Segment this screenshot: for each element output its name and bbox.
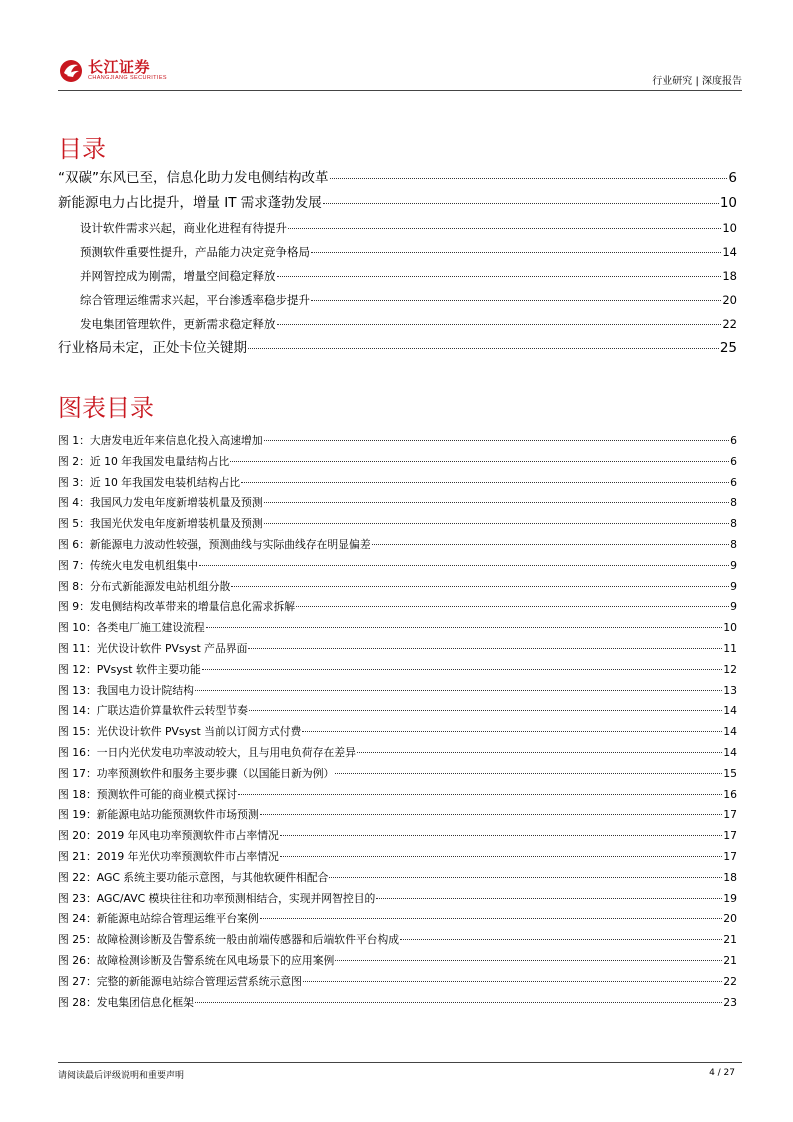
figure-entry-title: 图 8：分布式新能源发电站机组分散 — [58, 579, 231, 593]
logo-flame-icon — [58, 57, 84, 83]
logo-chinese-name: 长江证券 — [88, 57, 151, 76]
figure-entry[interactable] — [58, 805, 737, 826]
toc-entry[interactable] — [58, 312, 737, 336]
figure-entry-title: 图 21：2019 年光伏功率预测软件市占率情况 — [58, 849, 279, 863]
figure-entry-page: 6 — [730, 454, 737, 468]
figure-entry[interactable] — [58, 868, 737, 889]
dot-leader — [195, 690, 722, 691]
figure-entry-title: 图 3：近 10 年我国发电装机结构占比 — [58, 475, 241, 489]
figure-list-title: 图表目录 — [58, 394, 154, 422]
dot-leader — [296, 606, 729, 607]
figure-entry[interactable] — [58, 951, 737, 972]
company-logo — [58, 50, 167, 90]
figure-entry-page: 23 — [723, 995, 737, 1009]
figure-entry-page: 8 — [730, 537, 737, 551]
figure-entry-page: 11 — [723, 641, 737, 655]
figure-entry-title: 图 16：一日内光伏发电功率波动较大，且与用电负荷存在差异 — [58, 745, 356, 759]
dot-leader — [260, 814, 723, 815]
report-category: 行业研究 | 深度报告 — [652, 76, 742, 87]
figure-entry[interactable] — [58, 681, 737, 702]
figure-entry-page: 21 — [723, 933, 737, 947]
figure-entry[interactable] — [58, 785, 737, 806]
figure-entry[interactable] — [58, 701, 737, 722]
figure-entry[interactable] — [58, 722, 737, 743]
toc-entry[interactable] — [58, 288, 737, 312]
toc-entry-page: 22 — [722, 317, 737, 331]
figure-entry-page: 8 — [730, 496, 737, 510]
figure-entry-title: 图 10：各类电厂施工建设流程 — [58, 621, 205, 635]
figure-entry-page: 19 — [723, 891, 737, 905]
figure-entry-title: 图 5：我国光伏发电年度新增装机量及预测 — [58, 517, 263, 531]
toc-entry-title: 行业格局未定，正处卡位关键期 — [58, 340, 247, 356]
figure-entry-page: 9 — [730, 558, 737, 572]
figure-entry-title: 图 13：我国电力设计院结构 — [58, 683, 194, 697]
dot-leader — [249, 710, 722, 711]
dot-leader — [288, 228, 721, 229]
figure-entry[interactable] — [58, 930, 737, 951]
figure-entry-title: 图 25：故障检测诊断及告警系统一般由前端传感器和后端软件平台构成 — [58, 933, 400, 947]
toc-entry[interactable] — [58, 166, 737, 191]
figure-entry[interactable] — [58, 473, 737, 494]
toc-list — [58, 166, 737, 361]
figure-entry-page: 8 — [730, 517, 737, 531]
dot-leader — [264, 502, 729, 503]
figure-entry-page: 17 — [723, 808, 737, 822]
toc-entry[interactable] — [58, 336, 737, 361]
dot-leader — [202, 669, 723, 670]
dot-leader — [311, 252, 721, 253]
figure-entry-title: 图 1：大唐发电近年来信息化投入高速增加 — [58, 434, 263, 447]
figure-entry[interactable] — [58, 493, 737, 514]
figure-entry[interactable] — [58, 909, 737, 930]
toc-entry[interactable] — [58, 264, 737, 288]
dot-leader — [372, 544, 730, 545]
dot-leader — [206, 627, 723, 628]
dot-leader — [264, 440, 729, 441]
figure-entry-page: 12 — [723, 662, 737, 676]
figure-entry-title: 图 28：发电集团信息化框架 — [58, 995, 194, 1009]
dot-leader — [238, 794, 722, 795]
figure-entry-title: 图 15：光伏设计软件 PVsyst 当前以订阅方式付费 — [58, 725, 302, 739]
figure-entry-page: 16 — [723, 787, 737, 801]
dot-leader — [280, 835, 722, 836]
figure-entry-page: 14 — [723, 745, 737, 759]
figure-entry-title: 图 6：新能源电力波动性较强，预测曲线与实际曲线存在明显偏差 — [58, 537, 371, 551]
figure-entry[interactable] — [58, 556, 737, 577]
dot-leader — [260, 918, 723, 919]
figure-entry-page: 6 — [730, 475, 737, 489]
dot-leader — [277, 324, 722, 325]
figure-entry-page: 6 — [730, 434, 737, 447]
toc-entry[interactable] — [58, 216, 737, 240]
dot-leader — [231, 586, 729, 587]
toc-entry-title: 综合管理运维需求兴起，平台渗透率稳步提升 — [80, 293, 310, 307]
figure-entry-page: 9 — [730, 600, 737, 614]
dot-leader — [280, 856, 722, 857]
figure-entry-title: 图 12：PVsyst 软件主要功能 — [58, 662, 201, 676]
dot-leader — [302, 731, 722, 732]
dot-leader — [199, 565, 729, 566]
logo-english-name: CHANGJIANG SECURITIES — [88, 74, 167, 81]
dot-leader — [311, 300, 721, 301]
figure-entry-page: 9 — [730, 579, 737, 593]
dot-leader — [376, 898, 722, 899]
dot-leader — [329, 877, 722, 878]
figure-entry-page: 18 — [723, 870, 737, 884]
figure-entry[interactable] — [58, 889, 737, 910]
figure-entry[interactable] — [58, 972, 737, 993]
page-header — [58, 50, 742, 92]
figure-entry[interactable] — [58, 993, 737, 1014]
toc-entry[interactable] — [58, 191, 737, 216]
footer-divider — [58, 1062, 742, 1063]
figure-entry[interactable] — [58, 431, 737, 452]
figure-entry-title: 图 9：发电侧结构改革带来的增量信息化需求拆解 — [58, 600, 296, 614]
figure-entry-title: 图 24：新能源电站综合管理运维平台案例 — [58, 912, 259, 926]
figure-entry-title: 图 19：新能源电站功能预测软件市场预测 — [58, 808, 259, 822]
toc-entry-page: 25 — [719, 340, 737, 356]
toc-entry[interactable] — [58, 240, 737, 264]
toc-entry-title: 设计软件需求兴起，商业化进程有待提升 — [80, 221, 287, 235]
dot-leader — [241, 482, 729, 483]
figure-entry-title: 图 27：完整的新能源电站综合管理运营系统示意图 — [58, 974, 302, 988]
dot-leader — [323, 203, 719, 204]
figure-entry[interactable] — [58, 639, 737, 660]
toc-entry-page: 14 — [722, 245, 737, 259]
figure-entry-page: 14 — [723, 725, 737, 739]
figure-entry[interactable] — [58, 597, 737, 618]
figure-entry[interactable] — [58, 764, 737, 785]
figure-entry-title: 图 11：光伏设计软件 PVsyst 产品界面 — [58, 641, 248, 655]
dot-leader — [335, 960, 722, 961]
figure-entry-page: 13 — [723, 683, 737, 697]
toc-entry-title: 发电集团管理软件，更新需求稳定释放 — [80, 317, 276, 331]
figure-entry-page: 14 — [723, 704, 737, 718]
figure-entry-title: 图 2：近 10 年我国发电量结构占比 — [58, 454, 230, 468]
figure-entry-title: 图 20：2019 年风电功率预测软件市占率情况 — [58, 829, 279, 843]
dot-leader — [303, 981, 722, 982]
dot-leader — [230, 461, 729, 462]
toc-entry-title: 并网智控成为刚需，增量空间稳定释放 — [80, 269, 276, 283]
toc-entry-page: 10 — [719, 195, 737, 211]
dot-leader — [195, 1002, 722, 1003]
dot-leader — [248, 348, 719, 349]
figure-entry-page: 15 — [723, 766, 737, 780]
figure-entry-title: 图 7：传统火电发电机组集中 — [58, 558, 198, 572]
figure-entry-page: 10 — [723, 621, 737, 635]
dot-leader — [400, 939, 722, 940]
figure-entry-page: 21 — [723, 953, 737, 967]
page-indicator: 4 / 27 — [709, 1068, 735, 1078]
figure-entry-title: 图 18：预测软件可能的商业模式探讨 — [58, 787, 238, 801]
toc-entry-title: 新能源电力占比提升，增量 IT 需求蓬勃发展 — [58, 195, 322, 211]
toc-entry-page: 20 — [722, 293, 737, 307]
figure-list — [58, 431, 737, 1013]
toc-entry-page: 10 — [722, 221, 737, 235]
figure-entry-title: 图 22：AGC 系统主要功能示意图，与其他软硬件相配合 — [58, 870, 329, 884]
figure-entry-title: 图 26：故障检测诊断及告警系统在风电场景下的应用案例 — [58, 953, 335, 967]
figure-entry[interactable] — [58, 847, 737, 868]
figure-entry-page: 17 — [723, 849, 737, 863]
toc-entry-title: 预测软件重要性提升，产品能力决定竞争格局 — [80, 245, 310, 259]
dot-leader — [277, 276, 722, 277]
toc-entry-title: “双碳”东风已至，信息化助力发电侧结构改革 — [58, 170, 329, 186]
figure-entry[interactable] — [58, 514, 737, 535]
disclaimer-note: 请阅读最后评级说明和重要声明 — [58, 1071, 185, 1081]
dot-leader — [335, 773, 722, 774]
figure-entry-title: 图 4：我国风力发电年度新增装机量及预测 — [58, 496, 263, 510]
dot-leader — [330, 178, 728, 179]
figure-entry-page: 20 — [723, 912, 737, 926]
header-divider — [58, 90, 742, 91]
figure-entry[interactable] — [58, 452, 737, 473]
dot-leader — [248, 648, 722, 649]
figure-entry-title: 图 17：功率预测软件和服务主要步骤（以国能日新为例） — [58, 766, 335, 780]
figure-entry-page: 17 — [723, 829, 737, 843]
figure-entry[interactable] — [58, 535, 737, 556]
figure-entry-title: 图 23：AGC/AVC 模块往往和功率预测相结合，实现并网智控目的 — [58, 891, 376, 905]
toc-title: 目录 — [58, 135, 106, 163]
figure-entry[interactable] — [58, 743, 737, 764]
toc-entry-page: 18 — [722, 269, 737, 283]
dot-leader — [264, 523, 729, 524]
dot-leader — [357, 752, 722, 753]
toc-entry-page: 6 — [728, 170, 737, 186]
figure-entry-page: 22 — [723, 974, 737, 988]
figure-entry[interactable] — [58, 618, 737, 639]
figure-entry-title: 图 14：广联达造价算量软件云转型节奏 — [58, 704, 248, 718]
figure-entry[interactable] — [58, 660, 737, 681]
figure-entry[interactable] — [58, 577, 737, 598]
figure-entry[interactable] — [58, 826, 737, 847]
